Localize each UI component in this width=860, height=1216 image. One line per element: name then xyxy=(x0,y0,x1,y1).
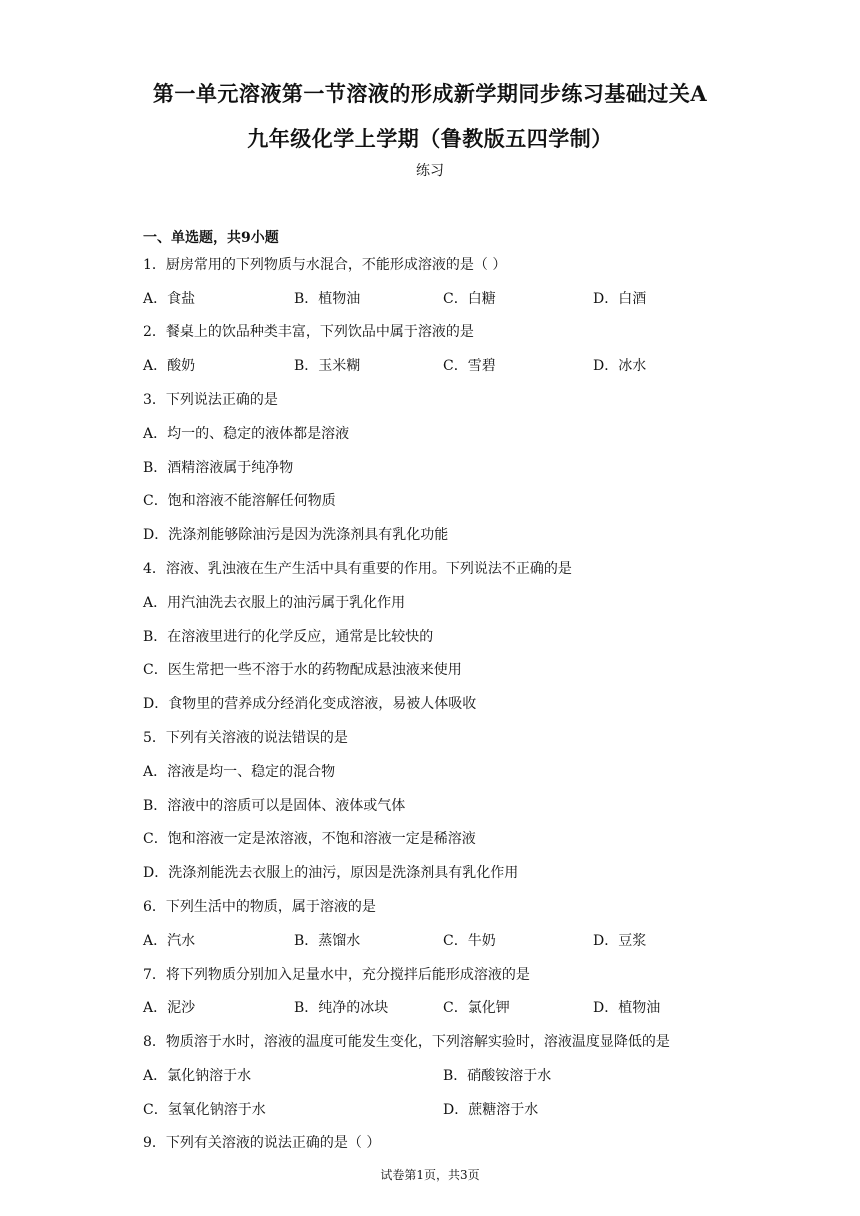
question-7-option-c: C．氯化钾 xyxy=(443,1000,510,1016)
question-1-option-c: C．白糖 xyxy=(443,291,496,307)
question-4-option-c: C．医生常把一些不溶于水的药物配成悬浊液来使用 xyxy=(143,662,462,678)
question-3-option-c: C．饱和溶液不能溶解任何物质 xyxy=(143,493,336,509)
question-1-option-d: D．白酒 xyxy=(593,291,647,307)
question-5-stem: 5．下列有关溶液的说法错误的是 xyxy=(143,730,348,746)
question-6-option-b: B．蒸馏水 xyxy=(294,933,361,949)
question-7-stem: 7．将下列物质分别加入足量水中，充分搅拌后能形成溶液的是 xyxy=(143,967,530,983)
question-3-option-d: D．洗涤剂能够除油污是因为洗涤剂具有乳化功能 xyxy=(143,527,449,543)
question-2-option-d: D．冰水 xyxy=(593,358,647,374)
question-5-option-c: C．饱和溶液一定是浓溶液，不饱和溶液一定是稀溶液 xyxy=(143,831,476,847)
question-3-option-b: B．酒精溶液属于纯净物 xyxy=(143,460,294,476)
question-8-option-a: A．氯化钠溶于水 xyxy=(143,1068,252,1084)
question-5-option-b: B．溶液中的溶质可以是固体、液体或气体 xyxy=(143,798,406,814)
question-8-option-b: B．硝酸铵溶于水 xyxy=(443,1068,552,1084)
document-title-line1: 第一单元溶液第一节溶液的形成新学期同步练习基础过关A xyxy=(152,81,708,106)
question-5-option-a: A．溶液是均一、稳定的混合物 xyxy=(143,764,336,780)
question-1-stem: 1．厨房常用的下列物质与水混合，不能形成溶液的是（ ） xyxy=(143,257,507,273)
question-1-option-a: A．食盐 xyxy=(143,291,196,307)
question-4-option-d: D．食物里的营养成分经消化变成溶液，易被人体吸收 xyxy=(143,696,477,712)
question-8-option-c: C．氢氧化钠溶于水 xyxy=(143,1102,266,1118)
question-3-option-a: A．均一的、稳定的液体都是溶液 xyxy=(143,426,350,442)
page-footer: 试卷第1页，共3页 xyxy=(380,1168,480,1182)
question-6-stem: 6．下列生活中的物质，属于溶液的是 xyxy=(143,899,376,915)
question-7-option-d: D．植物油 xyxy=(593,1000,661,1016)
section-heading: 一、单选题，共9小题 xyxy=(143,230,279,246)
question-6-option-a: A．汽水 xyxy=(143,933,196,949)
question-8-stem: 8．物质溶于水时，溶液的温度可能发生变化，下列溶解实验时，溶液温度显降低的是 xyxy=(143,1034,670,1050)
document-subtitle: 练习 xyxy=(416,163,444,179)
question-2-option-b: B．玉米糊 xyxy=(294,358,361,374)
question-8-option-d: D．蔗糖溶于水 xyxy=(443,1102,539,1118)
question-6-option-c: C．牛奶 xyxy=(443,933,496,949)
question-4-option-a: A．用汽油洗去衣服上的油污属于乳化作用 xyxy=(143,595,406,611)
question-6-option-d: D．豆浆 xyxy=(593,933,647,949)
question-2-option-a: A．酸奶 xyxy=(143,358,196,374)
question-2-option-c: C．雪碧 xyxy=(443,358,496,374)
question-2-stem: 2．餐桌上的饮品种类丰富，下列饮品中属于溶液的是 xyxy=(143,324,474,340)
question-5-option-d: D．洗涤剂能洗去衣服上的油污，原因是洗涤剂具有乳化作用 xyxy=(143,865,519,881)
question-9-stem: 9．下列有关溶液的说法正确的是（ ） xyxy=(143,1135,381,1151)
question-3-stem: 3．下列说法正确的是 xyxy=(143,392,278,408)
question-4-stem: 4．溶液、乳浊液在生产生活中具有重要的作用。下列说法不正确的是 xyxy=(143,561,572,577)
question-7-option-a: A．泥沙 xyxy=(143,1000,196,1016)
question-1-option-b: B．植物油 xyxy=(294,291,361,307)
question-7-option-b: B．纯净的冰块 xyxy=(294,1000,389,1016)
document-title-line2: 九年级化学上学期（鲁教版五四学制） xyxy=(247,126,613,151)
question-4-option-b: B．在溶液里进行的化学反应，通常是比较快的 xyxy=(143,629,434,645)
